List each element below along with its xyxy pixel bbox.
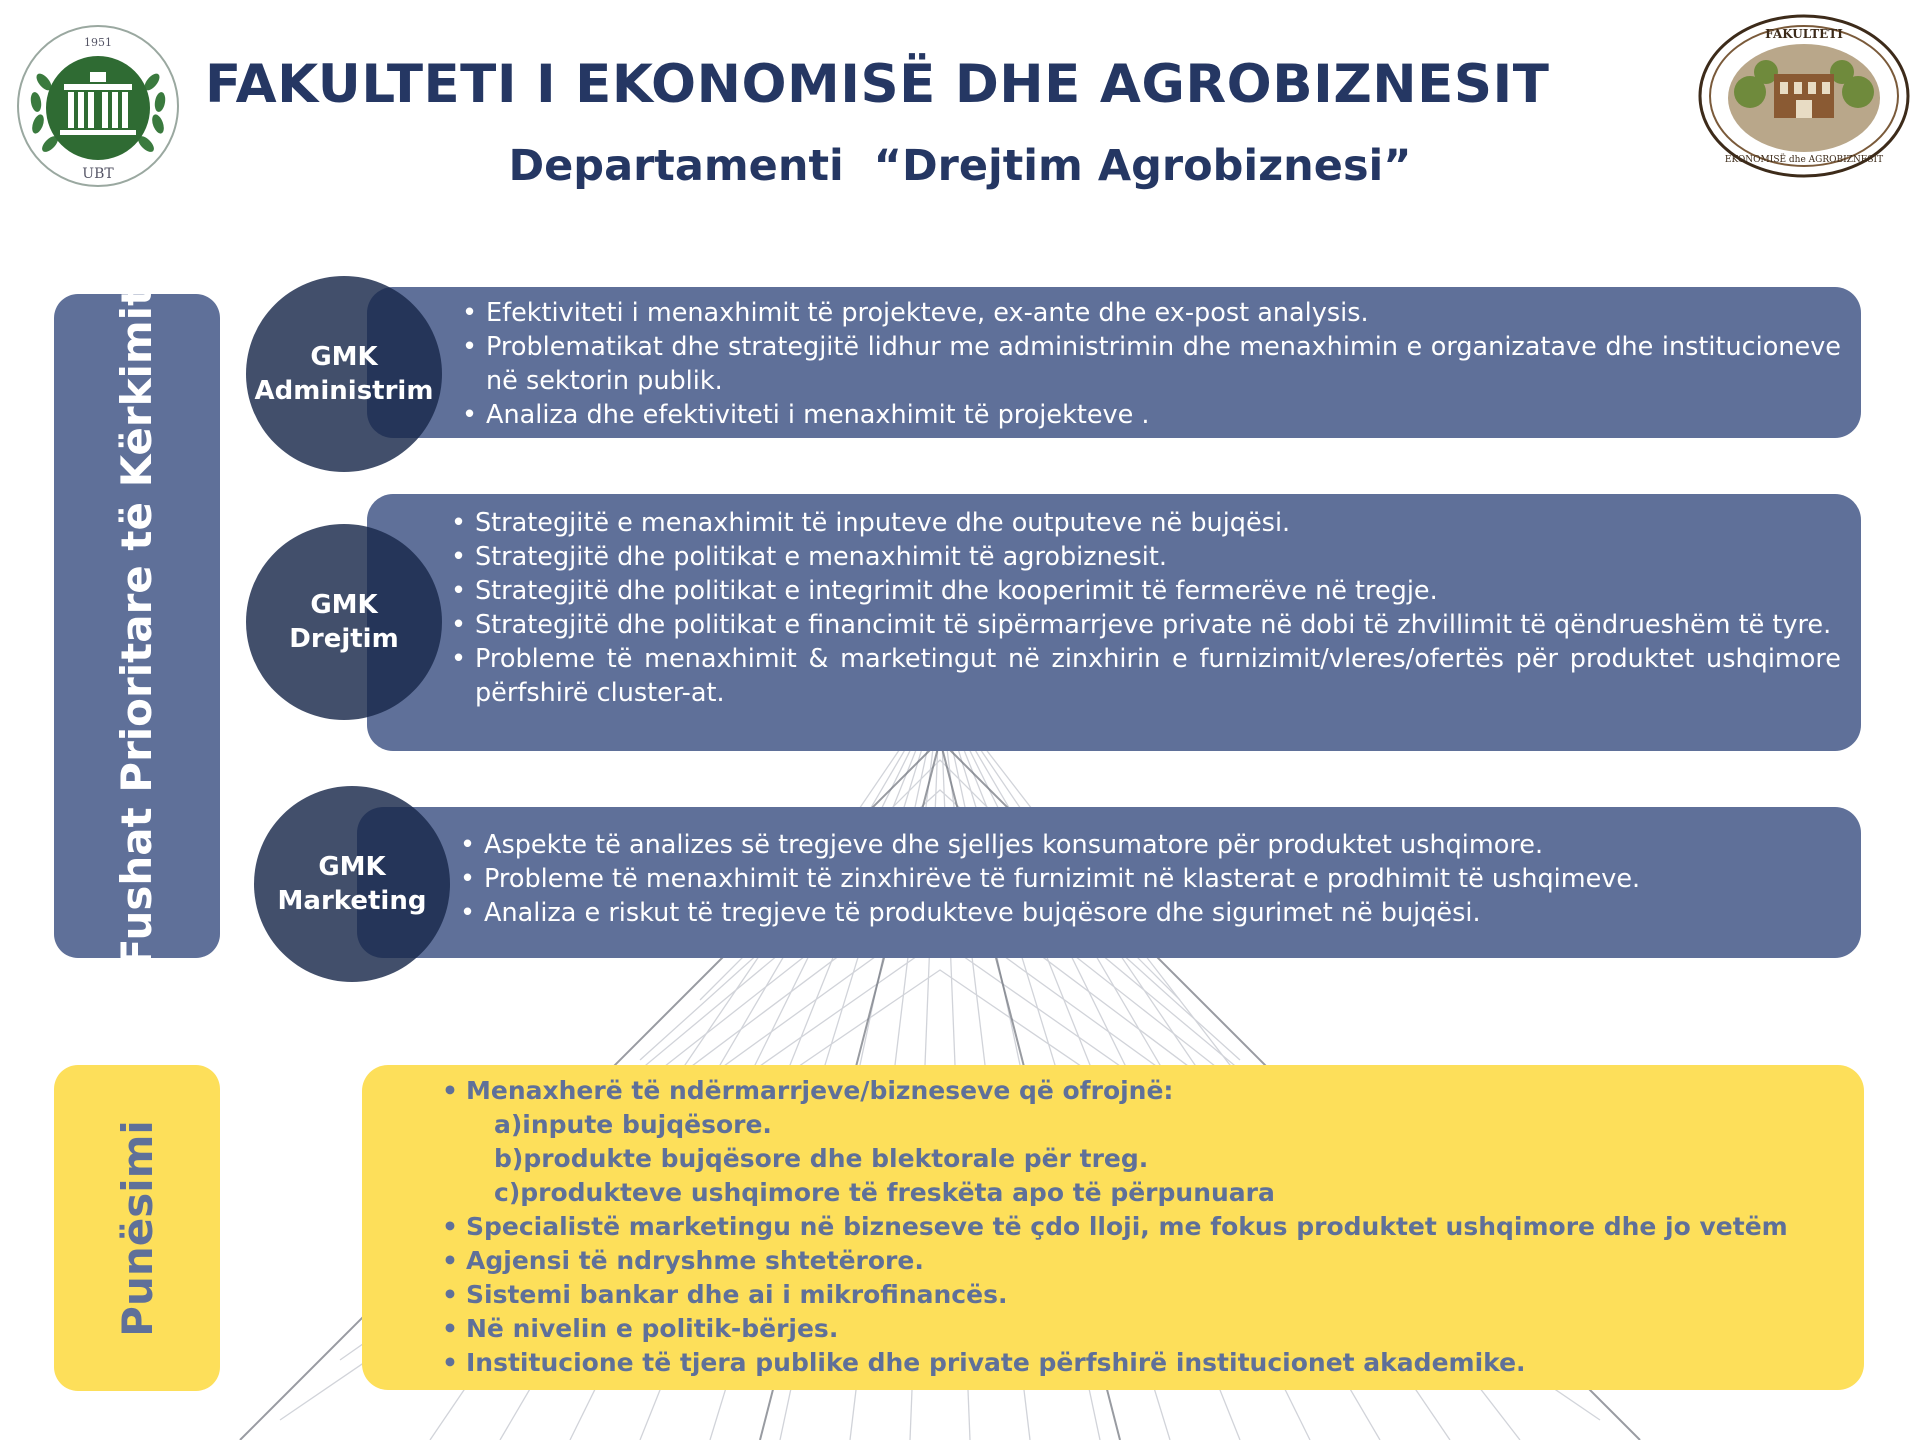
circle-line2: Administrim	[254, 376, 434, 406]
list-item: • Efektiviteti i menaxhimit të projekteve, ex-ante dhe ex-post analysis.	[462, 296, 1841, 330]
circle-line2: Drejtim	[289, 624, 399, 654]
drejtim-research-list	[451, 506, 1841, 710]
list-item: • Analiza e riskut të tregjeve të produkteve bujqësore dhe sigurimet në bujqësi.	[460, 896, 1841, 930]
list-item: • Institucione të tjera publike dhe private përfshirë institucionet akademike.	[442, 1346, 1844, 1380]
research-panel-label: Fushat Prioritare të Kërkimit	[112, 285, 162, 967]
employment-box	[362, 1065, 1864, 1390]
page-subtitle: Departamenti “Drejtim Agrobiznesi”	[508, 141, 1412, 191]
list-item: • Agjensi të ndryshme shtetërore.	[442, 1244, 1844, 1278]
logo-abbr: UBT	[82, 166, 114, 182]
employment-panel-label: Punësimi	[112, 1119, 162, 1337]
list-item: • Strategjitë dhe politikat e financimit të sipërmarrjeve private në dobi të zhvillimit të qëndrueshëm të tyre.	[451, 608, 1841, 642]
circle-line2: Marketing	[277, 886, 427, 916]
list-item: • Analiza dhe efektiviteti i menaxhimit të projekteve .	[462, 398, 1841, 432]
employment-list	[442, 1074, 1844, 1380]
circle-line1: GMK	[310, 590, 378, 620]
list-item: • Probleme të menaxhimit të zinxhirëve të furnizimit në klasterat e prodhimit të ushqimeve.	[460, 862, 1841, 896]
ubt-seal-logo	[14, 22, 182, 190]
list-item: • Menaxherë të ndërmarrjeve/bizneseve që ofrojnë:	[442, 1074, 1844, 1108]
marketing-research-box	[357, 807, 1861, 958]
list-item: • Në nivelin e politik-bërjes.	[442, 1312, 1844, 1346]
drejtim-research-box	[367, 494, 1861, 751]
list-item: • Sistemi bankar dhe ai i mikrofinancës.	[442, 1278, 1844, 1312]
circle-line1: GMK	[310, 342, 378, 372]
gmk-admin-circle	[246, 276, 442, 472]
logo-year: 1951	[84, 36, 112, 49]
list-item: • Strategjitë e menaxhimit të inputeve dhe outputeve në bujqësi.	[451, 506, 1841, 540]
list-item: • Strategjitë dhe politikat e integrimit dhe kooperimit të fermerëve në tregje.	[451, 574, 1841, 608]
logo-top-text: FAKULTETI	[1765, 27, 1843, 41]
sub-list-item: b)produkte bujqësore dhe blektorale për treg.	[494, 1144, 1149, 1173]
logo-bottom-text: EKONOMISË dhe AGROBIZNESIT	[1724, 155, 1884, 165]
admin-research-list	[462, 296, 1841, 432]
gmk-drejtim-circle	[246, 524, 442, 720]
marketing-research-list	[460, 828, 1841, 930]
list-item: • Probleme të menaxhimit & marketingut në zinxhirin e furnizimit/vleres/ofertës për produktet ushqimore përfshirë cluster-at.	[451, 642, 1841, 710]
list-item: • Specialistë marketingu në bizneseve të çdo lloji, me fokus produktet ushqimore dhe jo vetëm	[442, 1210, 1844, 1244]
research-priorities-panel	[54, 285, 220, 967]
gmk-marketing-circle	[254, 786, 450, 982]
circle-line1: GMK	[318, 852, 386, 882]
list-item: • Strategjitë dhe politikat e menaxhimit të agrobiznesit.	[451, 540, 1841, 574]
employment-panel	[54, 1065, 220, 1391]
sub-list-item: c)produkteve ushqimore të freskëta apo të përpunuara	[494, 1178, 1275, 1207]
admin-research-box	[367, 287, 1861, 438]
page-title: FAKULTETI I EKONOMISË DHE AGROBIZNESIT	[205, 54, 1550, 115]
list-item: • Aspekte të analizes së tregjeve dhe sjelljes konsumatore për produktet ushqimore.	[460, 828, 1841, 862]
list-item: • Problematikat dhe strategjitë lidhur me administrimin dhe menaxhimin e organizatave dhe institucioneve në sektorin publik.	[462, 330, 1841, 398]
sub-list-item: a)inpute bujqësore.	[494, 1110, 772, 1139]
faculty-seal-logo	[1696, 12, 1912, 180]
